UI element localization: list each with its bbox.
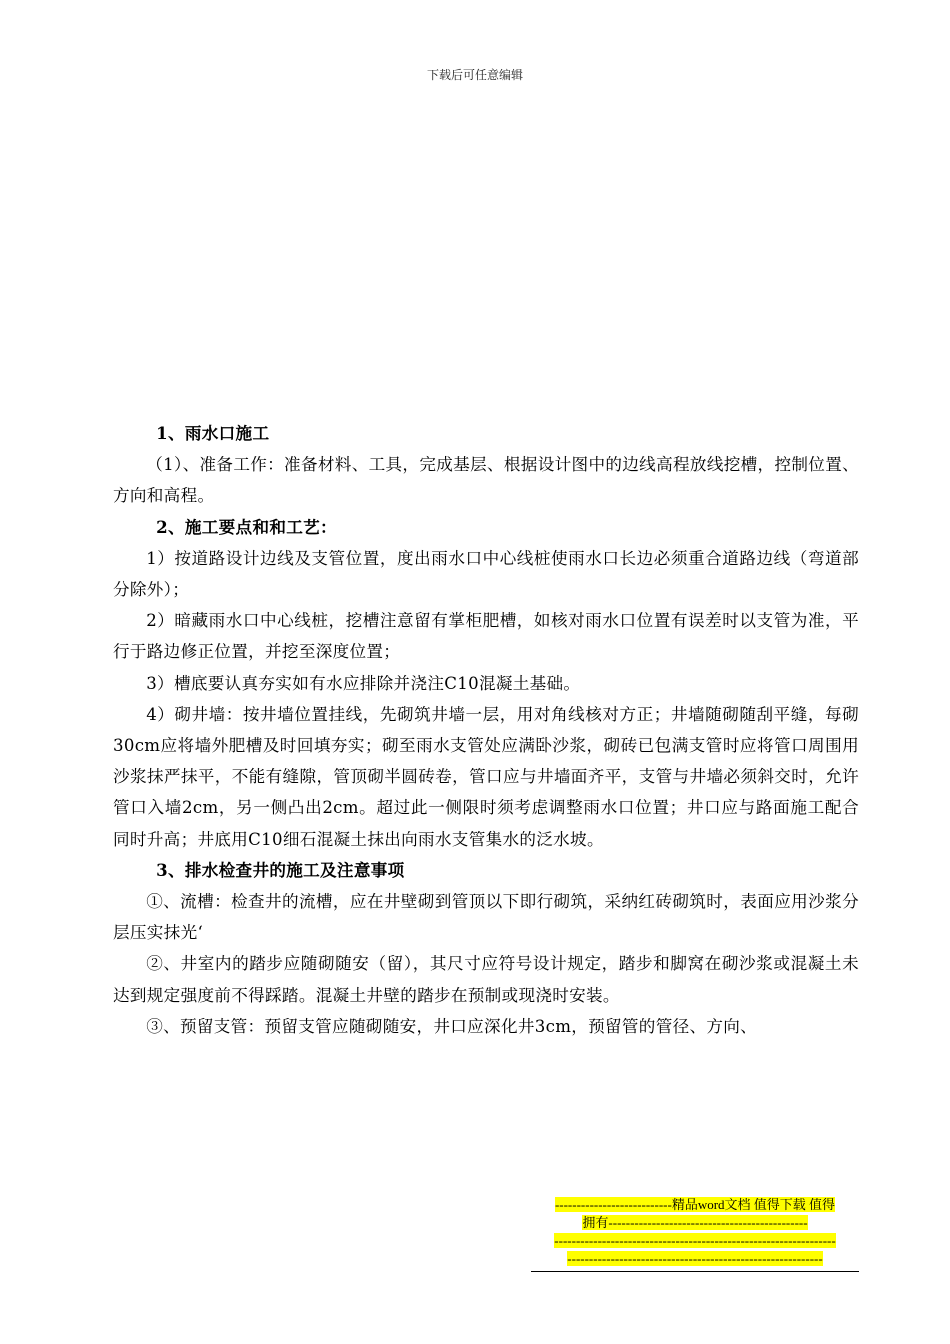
paragraph: ①、流槽：检查井的流槽，应在井壁砌到管顶以下即行砌筑，采纳红砖砌筑时，表面应用沙浆分层压实抹光‘ [113,892,859,943]
paragraph: 4）砌井墙：按井墙位置挂线，先砌筑井墙一层，用对角线核对方正；井墙随砌随刮平缝，每砌30cm应将墙外肥槽及时回填夯实；砌至雨水支管处应满卧沙浆，砌砖已包满支管时应将管口周围用沙浆抹严抹平，不能有缝隙，管顶砌半圆砖卷，管口应与井墙面齐平，支管与井墙必须斜交时，允许管口入墙2cm，另一侧凸出2cm。超过此一侧限时须考虑调整雨水口位置；井口应与路面施工配合同时升高；井底用C10细石混凝土抹出向雨水支管集水的泛水坡。 [113,704,859,849]
section-heading-1: 1、雨水口施工 [156,423,270,443]
section-heading-2: 2、施工要点和和工艺： [156,516,337,537]
paragraph: ②、井室内的踏步应随砌随安（留），其尺寸应符号设计规定，踏步和脚窝在砌沙浆或混凝土未达到规定强度前不得踩踏。混凝土井壁的踏步在预制或现浇时安装。 [113,954,859,1005]
footer-watermark [531,1196,859,1272]
paragraph: ③、预留支管：预留支管应随砌随安，井口应深化井3cm，预留管的管径、方向、 [146,1016,758,1036]
footer-line: ---------------------------精品word文档 值得下载 值得 [554,1197,836,1212]
paragraph: 1）按道路设计边线及支管位置，度出雨水口中心线桩使雨水口长边必须重合道路边线（弯道部分除外）； [113,548,859,600]
footer-line: 拥有---------------------------------------------- [582,1215,808,1230]
footer-line: ----------------------------------------------------------- [567,1251,823,1266]
paragraph: 3）槽底要认真夯实如有水应排除并浇注C10混凝土基础。 [146,673,581,693]
footer-line: ----------------------------------------------------------------- [554,1233,836,1248]
paragraph: （1）、准备工作：准备材料、工具，完成基层、根据设计图中的边线高程放线挖槽，控制位置、方向和高程。 [113,455,859,506]
section-heading-3: 3、排水检查井的施工及注意事项 [156,859,405,880]
header-note: 下载后可任意编辑 [426,68,523,82]
document-body [113,418,859,1042]
paragraph: 2）暗藏雨水口中心线桩，挖槽注意留有掌柜肥槽，如核对雨水口位置有误差时以支管为准，平行于路边修正位置，并挖至深度位置； [113,611,859,662]
